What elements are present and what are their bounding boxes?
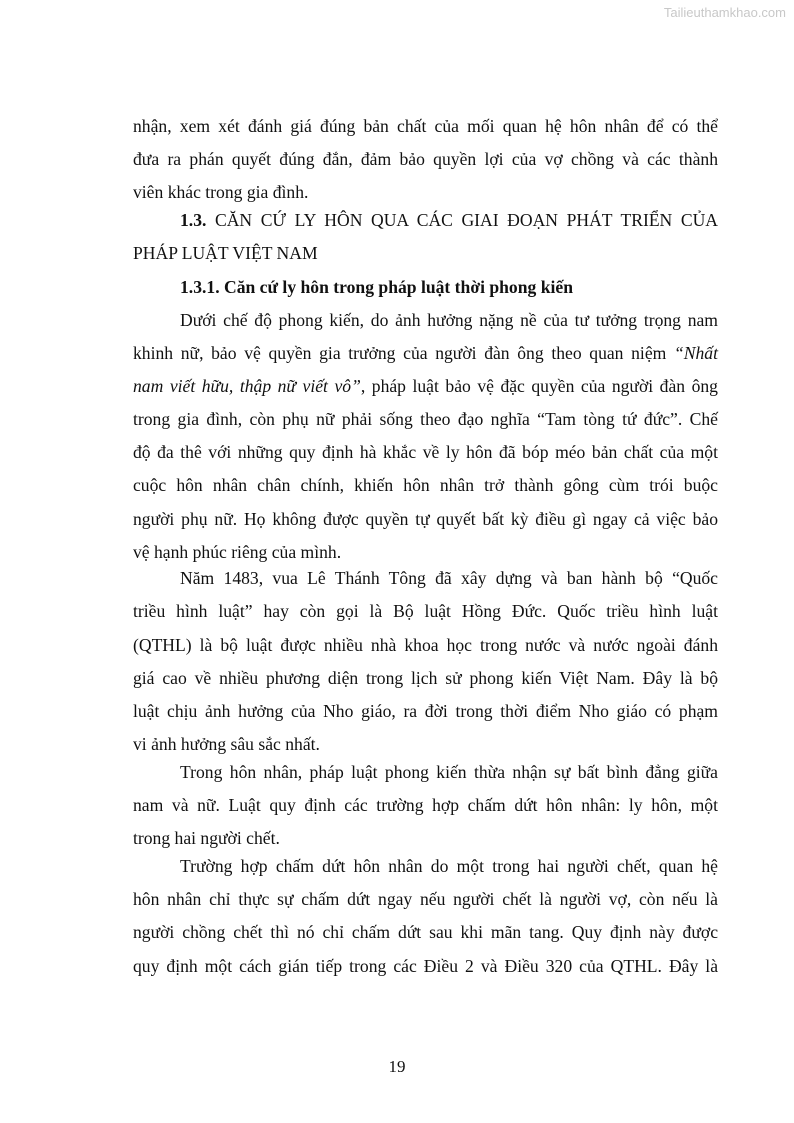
watermark: Tailieuthamkhao.com	[663, 5, 786, 20]
text-segment: người phụ nữ. Họ không được quyền tự quyết bất kỳ điều gì ngay cả việc bảo	[133, 509, 718, 529]
text-line	[180, 276, 718, 298]
text-segment: vi ảnh hưởng sâu sắc nhất.	[133, 734, 320, 754]
text-line	[133, 342, 718, 364]
text-segment: luật chịu ảnh hưởng của Nho giáo, ra đời trong thời điểm Nho giáo có phạm	[133, 701, 718, 721]
text-line	[180, 567, 718, 589]
text-segment: cuộc hôn nhân chân chính, khiến hôn nhân trở thành gông cùm trói buộc	[133, 475, 718, 495]
text-segment: quy định một cách gián tiếp trong các Điều 2 và Điều 320 của QTHL. Đây là	[133, 956, 718, 976]
page-number: 19	[388, 1057, 406, 1076]
bold-text: 1.3.1. Căn cứ ly hôn trong pháp luật thời phong kiến	[180, 277, 573, 297]
text-segment: giá cao về nhiều phương diện trong lịch sử phong kiến Việt Nam. Đây là bộ	[133, 668, 718, 688]
text-line	[133, 955, 718, 977]
text-line	[180, 761, 718, 783]
text-line	[180, 209, 718, 231]
text-segment: đưa ra phán quyết đúng đắn, đảm bảo quyền lợi của vợ chồng và các thành	[133, 149, 718, 169]
text-line	[133, 600, 718, 622]
text-line	[133, 541, 718, 563]
text-segment: Trong hôn nhân, pháp luật phong kiến thừa nhận sự bất bình đẳng giữa	[180, 762, 718, 782]
text-line	[133, 921, 718, 943]
text-line	[133, 441, 718, 463]
text-segment: trong gia đình, còn phụ nữ phải sống theo đạo nghĩa “Tam tòng tứ đức”. Chế	[133, 409, 718, 429]
text-segment: độ đa thê với những quy định hà khắc về ly hôn đã bóp méo bản chất của một	[133, 442, 718, 462]
text-line	[133, 242, 718, 264]
text-line	[133, 375, 718, 397]
text-segment: nhận, xem xét đánh giá đúng bản chất của mối quan hệ hôn nhân để có thể	[133, 116, 718, 136]
text-segment: Dưới chế độ phong kiến, do ảnh hưởng nặng nề của tư tưởng trọng nam	[180, 310, 718, 330]
text-line	[133, 508, 718, 530]
text-line	[133, 408, 718, 430]
text-segment: vệ hạnh phúc riêng của mình.	[133, 542, 342, 562]
text-segment: hôn nhân chỉ thực sự chấm dứt ngay nếu người chết là người vợ, còn nếu là	[133, 889, 718, 909]
text-segment: người chồng chết thì nó chỉ chấm dứt sau khi mãn tang. Quy định này được	[133, 922, 718, 942]
text-line	[133, 181, 718, 203]
italic-text: nam viết hữu, thập nữ viết vô”	[133, 376, 361, 396]
text-segment: PHÁP LUẬT VIỆT NAM	[133, 243, 318, 263]
italic-text: “Nhất	[673, 343, 718, 363]
text-segment: nam và nữ. Luật quy định các trường hợp chấm dứt hôn nhân: ly hôn, một	[133, 795, 718, 815]
text-line	[133, 634, 718, 656]
text-segment: triều hình luật” hay còn gọi là Bộ luật Hồng Đức. Quốc triều hình luật	[133, 601, 718, 621]
text-line	[133, 827, 718, 849]
text-segment: trong hai người chết.	[133, 828, 280, 848]
text-line	[133, 733, 718, 755]
text-segment: (QTHL) là bộ luật được nhiều nhà khoa học trong nước và nước ngoài đánh	[133, 635, 718, 655]
text-segment: , pháp luật bảo vệ đặc quyền của người đàn ông	[360, 376, 718, 396]
text-segment: Trường hợp chấm dứt hôn nhân do một trong hai người chết, quan hệ	[180, 856, 718, 876]
text-line	[180, 855, 718, 877]
text-line	[133, 700, 718, 722]
text-line	[133, 148, 718, 170]
text-line	[133, 474, 718, 496]
text-segment: viên khác trong gia đình.	[133, 182, 309, 202]
text-line	[180, 309, 718, 331]
text-segment: Năm 1483, vua Lê Thánh Tông đã xây dựng và ban hành bộ “Quốc	[180, 568, 718, 588]
text-line	[133, 794, 718, 816]
text-line	[133, 115, 718, 137]
text-segment: khinh nữ, bảo vệ quyền gia trưởng của người đàn ông theo quan niệm	[133, 343, 674, 363]
text-line	[133, 667, 718, 689]
bold-text: 1.3.	[180, 210, 207, 230]
text-segment: CĂN CỨ LY HÔN QUA CÁC GIAI ĐOẠN PHÁT TRIỂN CỦA	[206, 210, 718, 230]
text-line	[133, 888, 718, 910]
